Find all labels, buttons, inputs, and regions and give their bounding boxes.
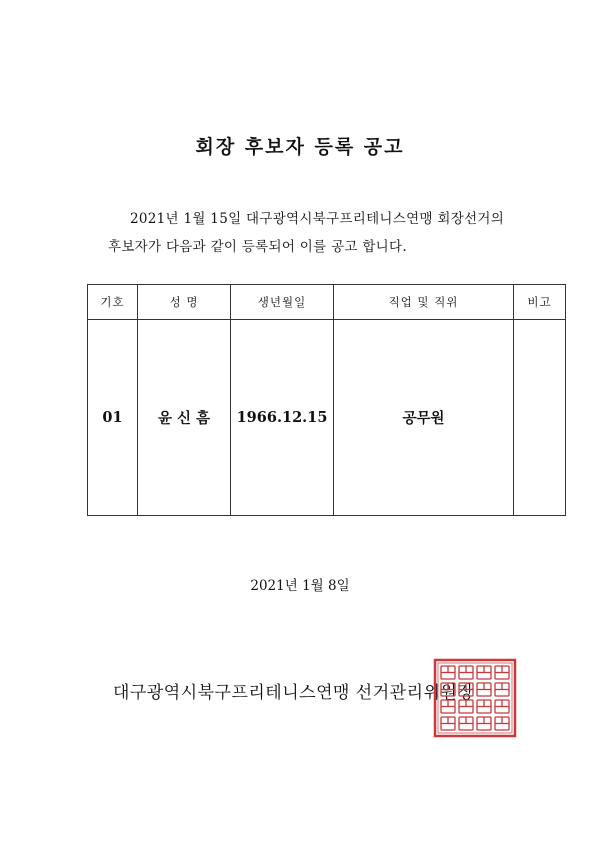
header-birthdate: 생년월일 [231,285,334,320]
seal-glyph [477,700,491,713]
seal-glyph [441,717,455,730]
seal-glyph [459,717,473,730]
cell-occupation: 공무원 [334,320,514,516]
header-number: 기호 [88,285,138,320]
cell-number: 01 [88,320,138,516]
header-name: 성 명 [138,285,231,320]
seal-glyph [495,666,509,679]
table-row [88,320,566,516]
cell-birthdate: 1966.12.15 [231,320,334,516]
seal-glyph [495,683,509,696]
page-title: 회장 후보자 등록 공고 [195,136,405,158]
seal-glyph [459,666,473,679]
notice-body-line-1: 2021년 1월 15일 대구광역시북구프리테니스연맹 회장선거의 [130,211,505,227]
notice-body-line-2: 후보자가 다음과 같이 등록되어 이를 공고 합니다. [108,239,407,255]
signer-title: 대구광역시북구프리테니스연맹 선거관리위원장 [113,683,475,703]
cell-name: 윤 신 흠 [138,320,231,516]
official-seal-icon [433,658,517,738]
header-remarks: 비고 [514,285,566,320]
seal-glyph [441,683,455,696]
seal-glyph [477,717,491,730]
header-occupation: 직업 및 직위 [334,285,514,320]
notice-date: 2021년 1월 8일 [250,578,350,594]
seal-glyph [477,683,491,696]
seal-glyph [495,717,509,730]
seal-glyph [459,700,473,713]
seal-glyph [459,683,473,696]
seal-glyph [477,666,491,679]
candidate-table [87,284,566,516]
seal-glyph [441,666,455,679]
seal-glyph [441,700,455,713]
seal-glyph [495,700,509,713]
table-header-row [88,285,566,320]
cell-remarks [514,320,566,516]
